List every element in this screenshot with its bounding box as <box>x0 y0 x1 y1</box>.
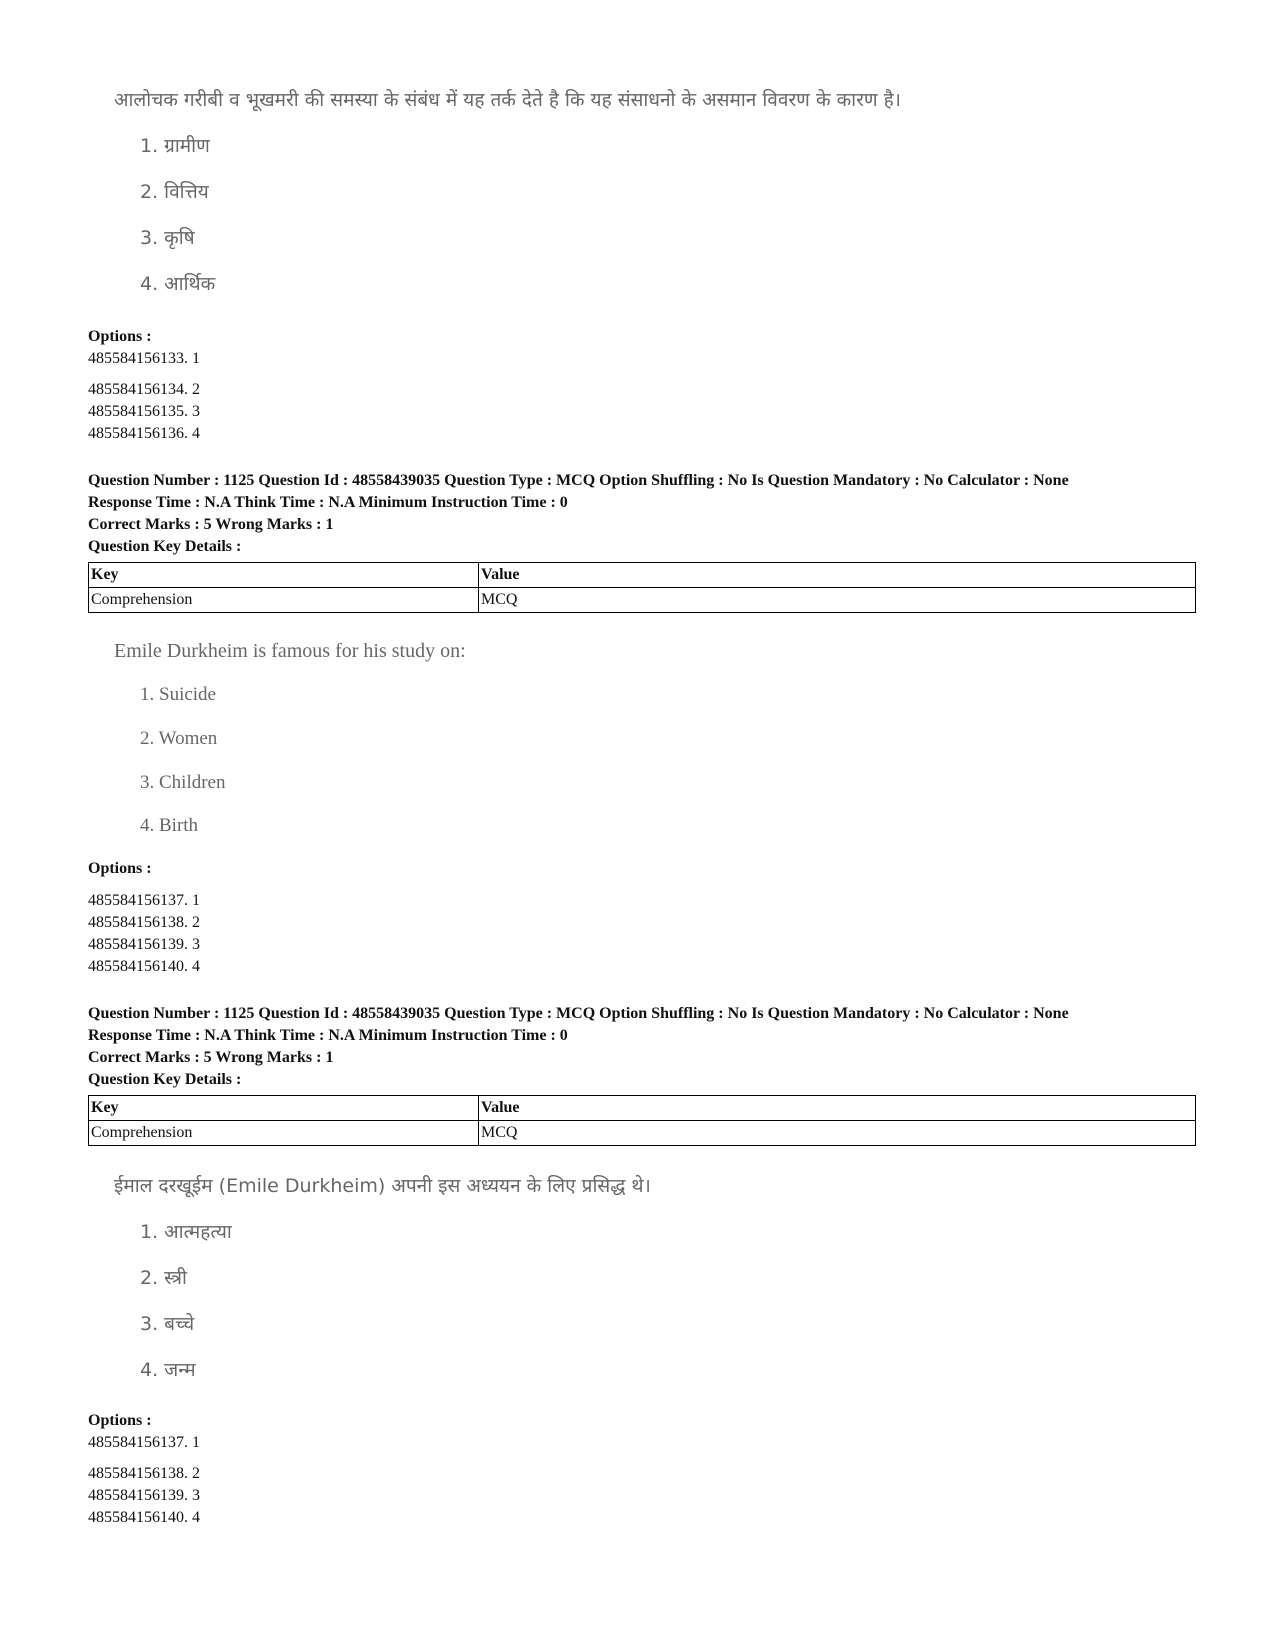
key-cell: Comprehension <box>89 588 479 613</box>
option-id: 485584156137. 1 <box>88 892 200 909</box>
option-id: 485584156139. 3 <box>88 936 200 953</box>
option-2: 2. स्त्री <box>140 1267 187 1289</box>
option-4: 4. Birth <box>140 815 199 836</box>
options-label: Options : <box>88 860 152 877</box>
table-header-row <box>89 1096 1196 1121</box>
question-meta-line: Response Time : N.A Think Time : N.A Minimum Instruction Time : 0 <box>88 494 568 511</box>
option-id: 485584156133. 1 <box>88 350 200 367</box>
value-header: Value <box>479 563 1196 588</box>
options-block <box>88 326 200 445</box>
option-id: 485584156136. 4 <box>88 425 200 442</box>
option-2: 2. वित्तिय <box>140 181 209 203</box>
table-row <box>89 588 1196 613</box>
question-meta-line: Question Number : 1125 Question Id : 48558439035 Question Type : MCQ Option Shuffling : No Is Question Mandatory : No Calculator : None <box>88 472 1069 489</box>
option-id: 485584156140. 4 <box>88 1509 200 1526</box>
question-meta-line: Question Number : 1125 Question Id : 48558439035 Question Type : MCQ Option Shuffling : No Is Question Mandatory : No Calculator : None <box>88 1005 1069 1022</box>
option-id: 485584156140. 4 <box>88 958 200 975</box>
option-id: 485584156134. 2 <box>88 381 200 398</box>
question-key-table <box>88 562 1196 613</box>
option-3: 3. Children <box>140 772 226 793</box>
question-meta-line: Correct Marks : 5 Wrong Marks : 1 <box>88 516 334 533</box>
question-meta <box>88 470 1069 558</box>
options-block <box>88 858 200 978</box>
option-2: 2. Women <box>140 728 218 749</box>
question-key-details-label: Question Key Details : <box>88 1071 242 1088</box>
options-block <box>88 1410 200 1529</box>
question-image-hindi-poverty <box>114 86 1014 308</box>
table-row <box>89 1121 1196 1146</box>
value-cell: MCQ <box>479 588 1196 613</box>
option-id: 485584156138. 2 <box>88 1465 200 1482</box>
option-3: 3. बच्चे <box>140 1313 195 1335</box>
option-4: 4. आर्थिक <box>140 273 216 295</box>
options-label: Options : <box>88 328 152 345</box>
value-header: Value <box>479 1096 1196 1121</box>
options-label: Options : <box>88 1412 152 1429</box>
option-3: 3. कृषि <box>140 227 195 249</box>
key-header: Key <box>89 1096 479 1121</box>
option-id: 485584156135. 3 <box>88 403 200 420</box>
question-meta-line: Correct Marks : 5 Wrong Marks : 1 <box>88 1049 334 1066</box>
value-cell: MCQ <box>479 1121 1196 1146</box>
option-id: 485584156138. 2 <box>88 914 200 931</box>
key-cell: Comprehension <box>89 1121 479 1146</box>
option-4: 4. जन्म <box>140 1359 196 1381</box>
option-id: 485584156139. 3 <box>88 1487 200 1504</box>
question-meta-line: Response Time : N.A Think Time : N.A Minimum Instruction Time : 0 <box>88 1027 568 1044</box>
question-stem: Emile Durkheim is famous for his study on: <box>114 640 466 662</box>
key-header: Key <box>89 563 479 588</box>
question-image-hindi-durkheim <box>114 1172 814 1394</box>
question-meta <box>88 1003 1069 1091</box>
question-stem: आलोचक गरीबी व भूखमरी की समस्या के संबंध में यह तर्क देते है कि यह संसाधनो के असमान विवरण के कारण है। <box>114 89 901 111</box>
option-1: 1. Suicide <box>140 684 216 705</box>
table-header-row <box>89 563 1196 588</box>
option-1: 1. आत्महत्या <box>140 1221 232 1243</box>
option-1: 1. ग्रामीण <box>140 135 210 157</box>
option-id: 485584156137. 1 <box>88 1434 200 1451</box>
question-key-table <box>88 1095 1196 1146</box>
question-key-details-label: Question Key Details : <box>88 538 242 555</box>
question-stem: ईमाल दरखूईम (Emile Durkheim) अपनी इस अध्ययन के लिए प्रसिद्ध थे। <box>114 1175 651 1197</box>
question-image-english-durkheim <box>114 640 714 840</box>
